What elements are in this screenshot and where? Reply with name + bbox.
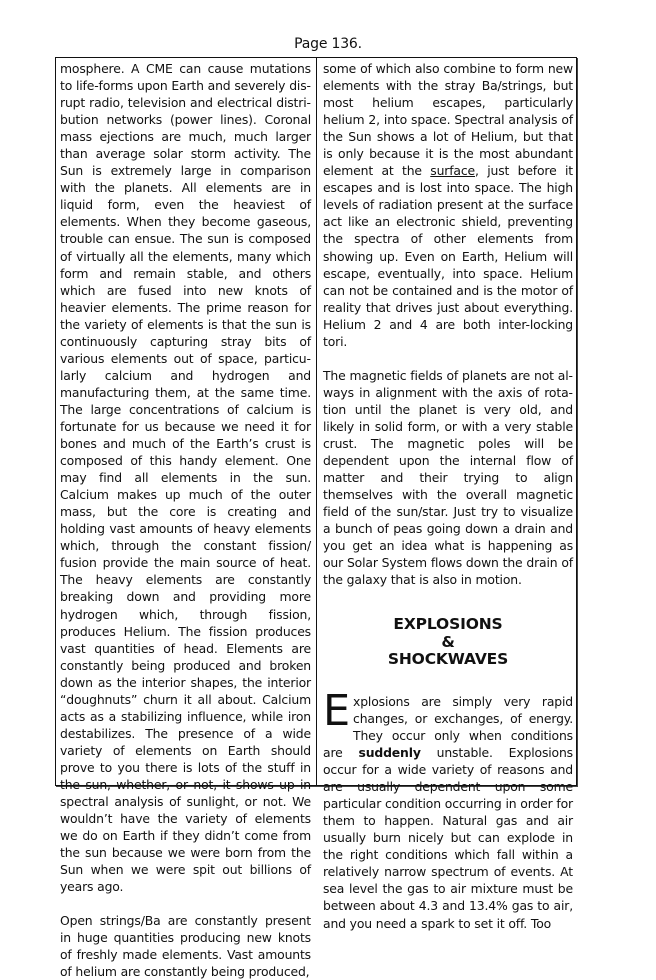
two-column-text-frame — [55, 57, 577, 980]
heading-line-shockwaves: SHOCKWAVES — [387, 650, 509, 669]
left-paragraph-open-strings: Open strings/Ba are constantly present in huge quantities producing new knots of freshly made elements. Vast amounts of helium are constantly being produced, — [60, 913, 311, 980]
bold-word-suddenly: suddenly — [358, 745, 421, 761]
heading-line-explosions: EXPLOSIONS — [393, 615, 503, 634]
drop-cap-letter: E — [323, 685, 351, 736]
underlined-word-surface: surface — [430, 163, 476, 179]
section-heading — [323, 616, 573, 669]
left-paragraph-sun-elements: mosphere. A CME can cause mutations to life-forms upon Earth and severely disrupt radio, television and electrical distribution networks (power lines). Coronal mass ejections are much, much larger than average solar storm activity. The Sun is extremely large in comparison with the planets. All elements are in liquid form, even the heaviest of elements. When they become gaseous, trouble can ensue. The sun is composed of virtually all the elements, many which form and remain stable, and others which are fused into new knots of heavier elements. The prime reason for the variety of elements is that the sun is continuously capturing stray bits of various elements out of space, particularly calcium and hydrogen and manufacturing them, at the same time. The large concentrations of calcium is fortunate for us because we need it for bones and much of the Earth’s crust is composed of this handy element. One may find all elements in the sun. Calcium makes up much of the outer mass, but the core is creating and holding vast amounts of heavy elements which, through the constant fission/ fusion provide the main source of heat. The heavy elements are constantly breaking down and providing more hydrogen which, through fission, produces Helium. The fission produces vast quantities of head. Elements are constantly being produced and broken down as the interior shapes, the interior “doughnuts” churn it all about. Calcium acts as a stabilizing influence, while iron destabilizes. The presence of a wide variety of elements on Earth should prove to you there is lots of the stuff in the sun, whether, or not, it shows up in spectral analysis of sunlight, or not. We wouldn’t have the variety of elements we do on Earth if they didn’t come from the sun because we were born from the Sun when we were spit out billions of years ago. — [60, 61, 311, 895]
page-number: Page 136. — [294, 36, 362, 52]
right-paragraph-helium: some of which also combine to form new elements with the stray Ba/strings, but most helium escapes, particularly helium 2, into space. Spectral analysis of the Sun shows a lot of Helium, but that is only because it is the most abundant element at the surface, just before it escapes and is lost into space. The high levels of radiation present at the surface act like an electronic shield, preventing the spectra of other elements from showing up. Even on Earth, Helium will escape, eventually, into space. Helium can not be contained and is the motor of reality that drives just about everything. Helium 2 and 4 are both inter-locking tori. — [323, 61, 573, 349]
right-paragraph-magnetic-fields: The magnetic fields of planets are not always in alignment with the axis of rotation until the planet is very old, and likely in solid form, or with a very stable crust. The magnetic poles will be dependent upon the internal flow of matter and their trying to align themselves with the overall magnetic field of the sun/star. Just try to visualize a bunch of peas going down a drain and you get an idea what is happening as our Solar System flows down the drain of the galaxy that is also in motion. — [323, 367, 573, 588]
left-column — [60, 60, 311, 980]
heading-line-ampersand: & — [441, 632, 455, 651]
right-paragraph-explosions: Explosions are simply very rapid changes, or exchanges, of energy. They occur only when conditions are suddenly unstable. Explosions occur for a wide variety of reasons and are usually dependent upon some particular condition occurring in order for them to happen. Natural gas and air usually burn nicely but can explode in the right conditions which fall within a relatively narrow spectrum of events. At sea level the gas to air mixture must be between about 4.3 and 13.4% gas to air, and you need a spark to set it off. Too — [323, 685, 573, 931]
column-divider — [316, 58, 317, 785]
right-column — [323, 60, 573, 932]
